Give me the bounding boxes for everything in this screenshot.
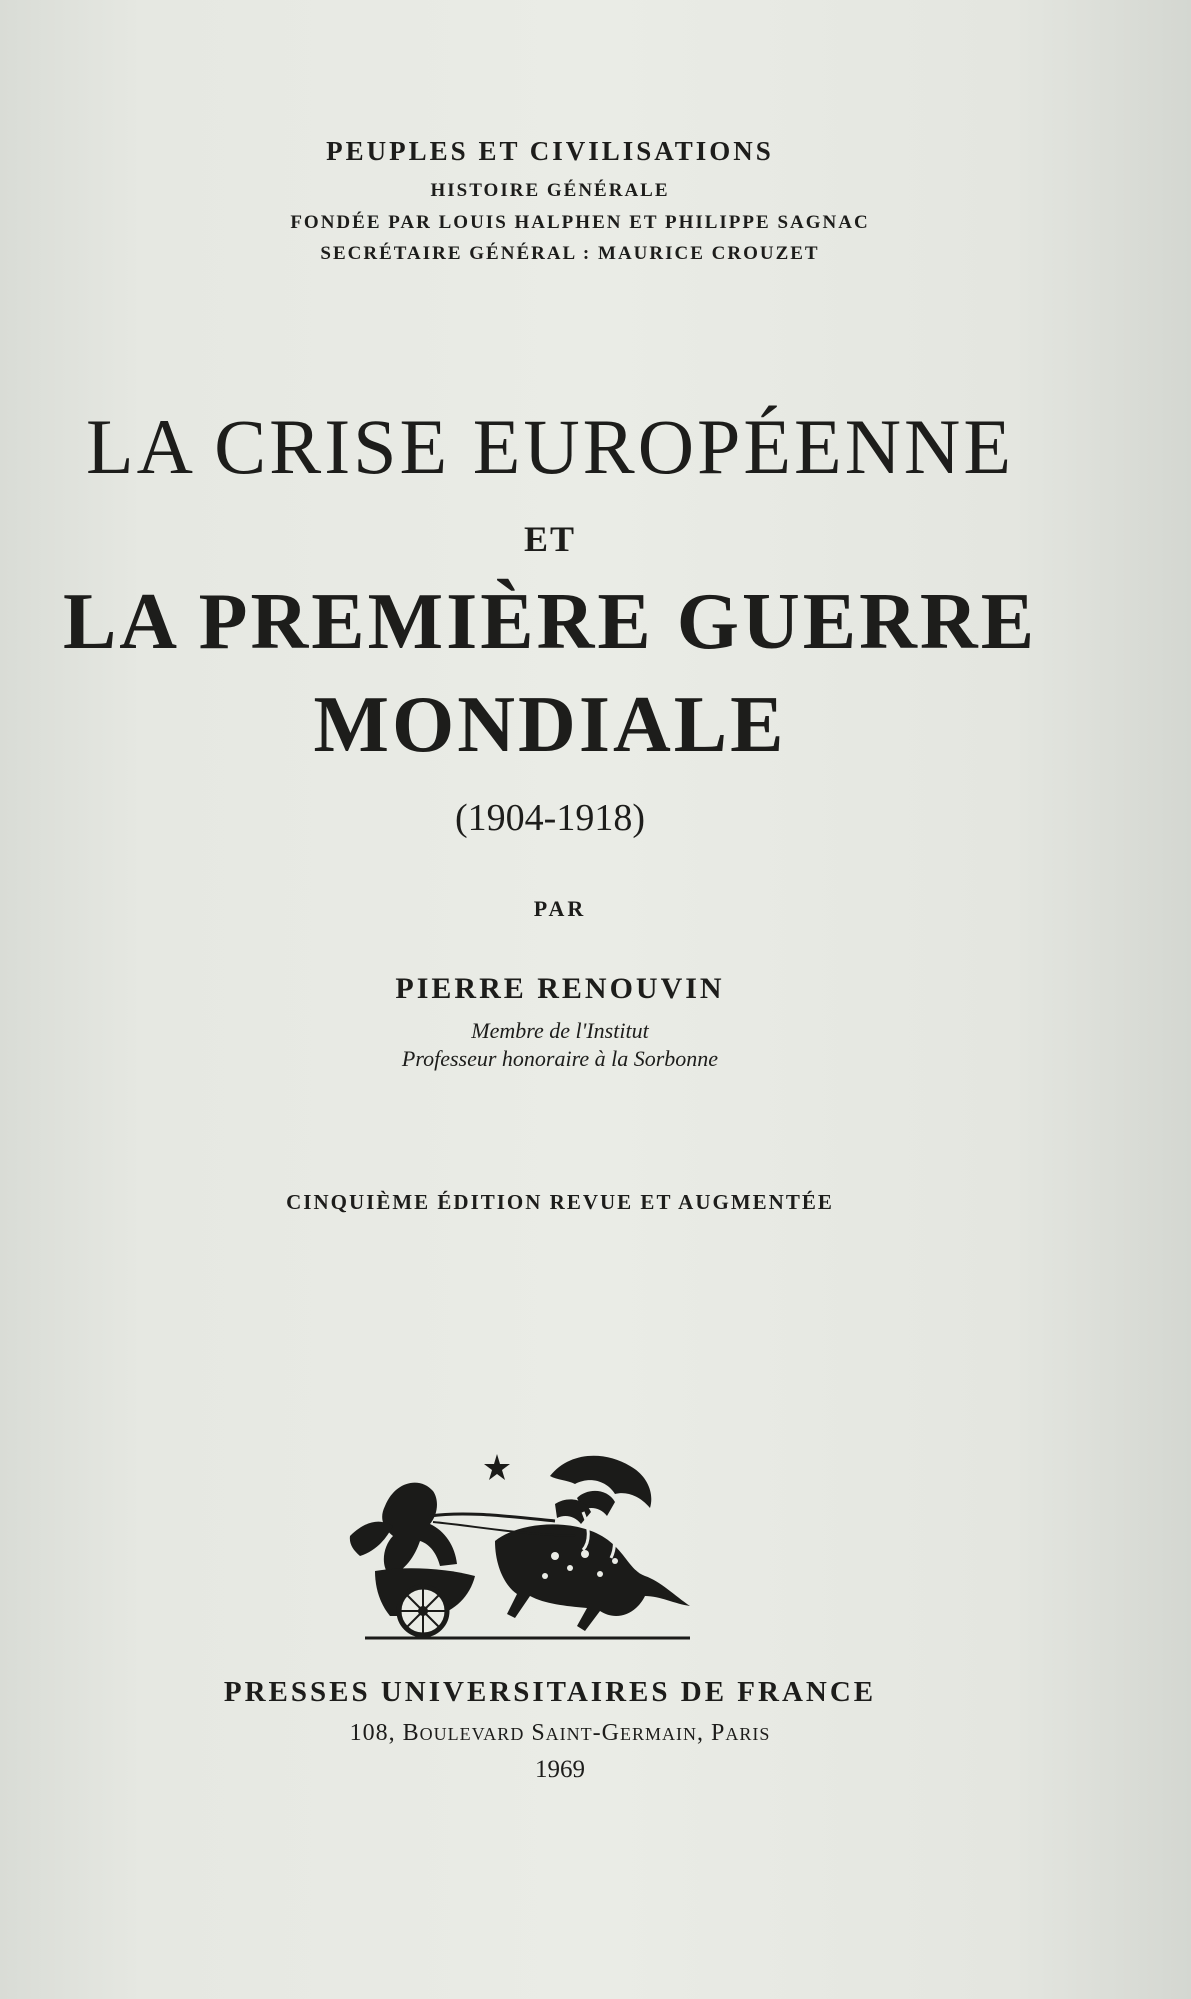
series-title: PEUPLES ET CIVILISATIONS [326, 136, 774, 166]
publication-year: 1969 [535, 1756, 585, 1783]
book-dates: (1904-1918) [455, 797, 645, 839]
author-role-sorbonne: Professeur honoraire à la Sorbonne [401, 1046, 719, 1071]
publisher-name: PRESSES UNIVERSITAIRES DE FRANCE [223, 1676, 877, 1708]
series-founders: FONDÉE PAR LOUIS HALPHEN ET PHILIPPE SAGNAC [290, 212, 870, 233]
book-title-line3: MONDIALE [313, 681, 787, 769]
book-title-line1: LA CRISE EUROPÉENNE [85, 403, 1015, 490]
author-par: PAR [533, 896, 587, 921]
publisher-address: 108, BOULEVARD SAINT-GERMAIN, PARIS [349, 1720, 771, 1746]
book-title-line2: LA PREMIÈRE GUERRE [62, 578, 1038, 666]
book-title-conjunction: ET [523, 519, 577, 559]
series-secretary: SECRÉTAIRE GÉNÉRAL : MAURICE CROUZET [320, 243, 820, 264]
edition-statement: CINQUIÈME ÉDITION REVUE ET AUGMENTÉE [286, 1190, 834, 1214]
series-subtitle: HISTOIRE GÉNÉRALE [430, 180, 670, 201]
chariot-horses-emblem-icon [345, 1446, 705, 1646]
author-name: PIERRE RENOUVIN [395, 972, 725, 1005]
author-role-institut: Membre de l'Institut [471, 1018, 649, 1043]
